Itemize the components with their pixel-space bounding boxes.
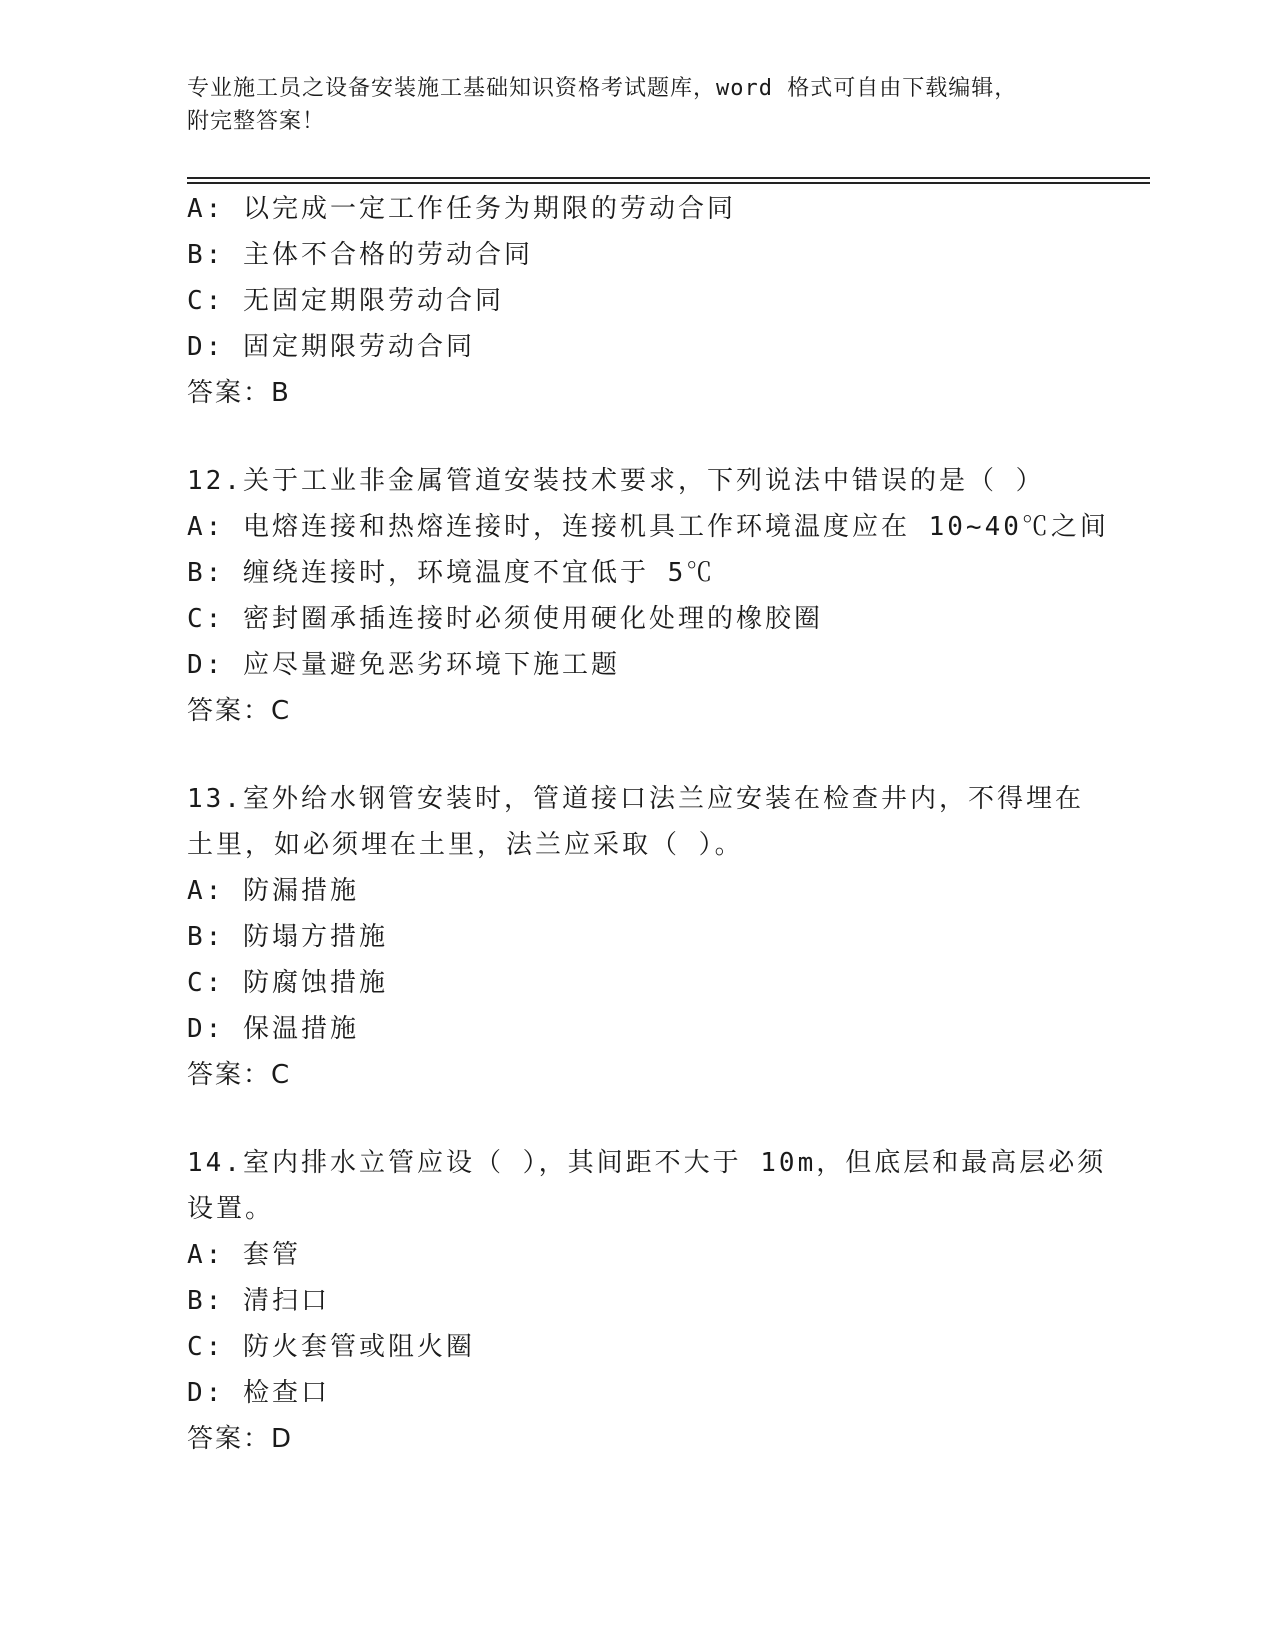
option-b: B: 防塌方措施 bbox=[187, 922, 388, 952]
option-a: A: 防漏措施 bbox=[187, 876, 359, 906]
question-12 bbox=[187, 458, 1109, 734]
answer-label: 答案：C bbox=[187, 1060, 292, 1090]
answer-label: 答案：B bbox=[187, 378, 291, 408]
option-c: C: 防腐蚀措施 bbox=[187, 968, 388, 998]
header-divider-top bbox=[187, 177, 1150, 179]
question-stem-line-2: 土里，如必须埋在土里，法兰应采取（ ）。 bbox=[187, 830, 744, 860]
question-list bbox=[187, 186, 1109, 1462]
question-stem-line-2: 设置。 bbox=[187, 1194, 275, 1224]
option-b: B: 清扫口 bbox=[187, 1286, 330, 1316]
question-stem-line-1: 14.室内排水立管应设（ ），其间距不大于 10m，但底层和最高层必须 bbox=[187, 1148, 1107, 1178]
option-c: C: 防火套管或阻火圈 bbox=[187, 1332, 475, 1362]
option-c: C: 无固定期限劳动合同 bbox=[187, 286, 504, 316]
question-stem: 12.关于工业非金属管道安装技术要求，下列说法中错误的是（ ） bbox=[187, 466, 1045, 496]
option-d: D: 检查口 bbox=[187, 1378, 330, 1408]
header-title-line-1: 专业施工员之设备安装施工基础知识资格考试题库，word 格式可自由下载编辑， bbox=[187, 76, 1018, 101]
spacer bbox=[187, 1098, 1087, 1140]
option-b: B: 缠绕连接时，环境温度不宜低于 5℃ bbox=[187, 558, 716, 588]
answer-label: 答案：D bbox=[187, 1424, 294, 1454]
option-a: A: 电熔连接和热熔连接时，连接机具工作环境温度应在 10~40℃之间 bbox=[187, 512, 1109, 542]
option-a: A: 套管 bbox=[187, 1240, 301, 1270]
header-divider-bottom bbox=[187, 182, 1150, 184]
option-d: D: 保温措施 bbox=[187, 1014, 359, 1044]
spacer bbox=[187, 416, 1087, 458]
question-13 bbox=[187, 776, 1087, 1098]
question-14 bbox=[187, 1140, 1107, 1462]
option-a: A: 以完成一定工作任务为期限的劳动合同 bbox=[187, 194, 736, 224]
option-d: D: 固定期限劳动合同 bbox=[187, 332, 475, 362]
spacer bbox=[187, 734, 1087, 776]
document-header bbox=[187, 72, 1087, 138]
answer-label: 答案：C bbox=[187, 696, 292, 726]
option-c: C: 密封圈承插连接时必须使用硬化处理的橡胶圈 bbox=[187, 604, 823, 634]
question-11 bbox=[187, 186, 1087, 416]
option-d: D: 应尽量避免恶劣环境下施工题 bbox=[187, 650, 620, 680]
option-b: B: 主体不合格的劳动合同 bbox=[187, 240, 533, 270]
question-stem-line-1: 13.室外给水钢管安装时，管道接口法兰应安装在检查井内，不得埋在 bbox=[187, 784, 1084, 814]
header-title-line-2: 附完整答案！ bbox=[187, 109, 326, 134]
